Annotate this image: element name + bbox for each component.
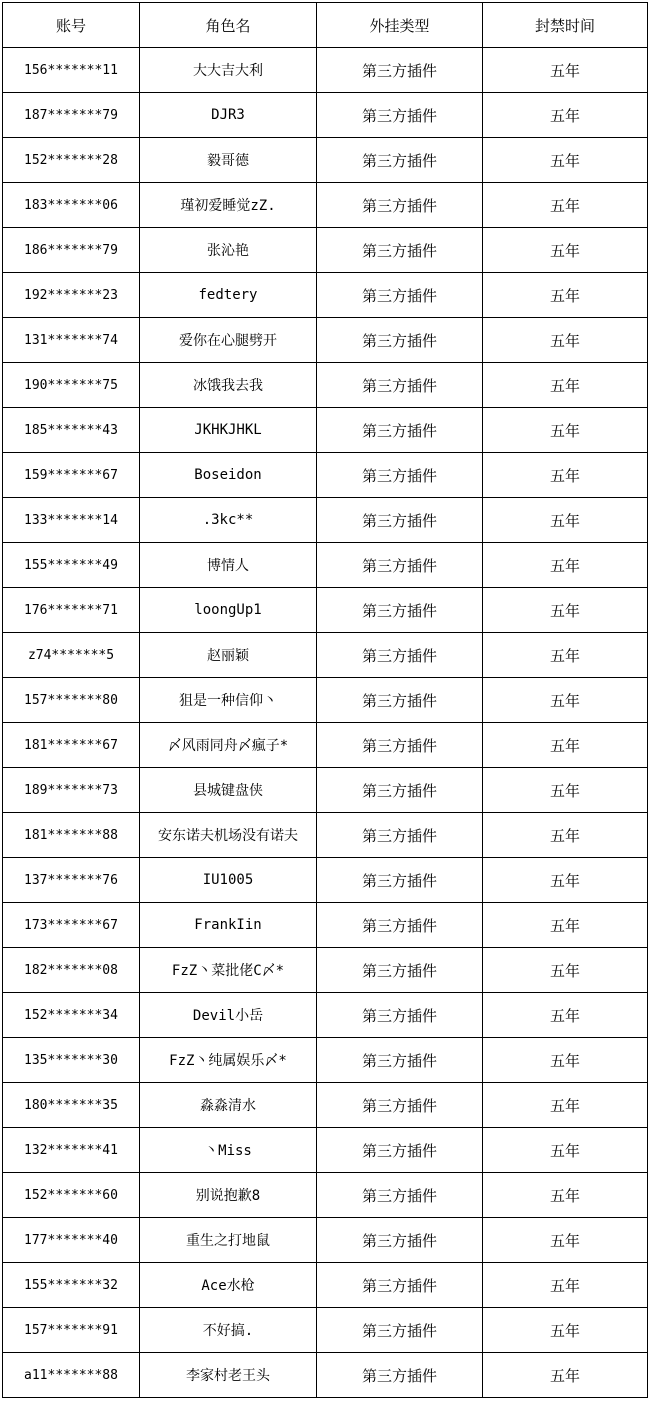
cell-character-name: Ace水枪 [140, 1263, 317, 1308]
cell-ban-duration: 五年 [483, 588, 648, 633]
cell-cheat-type: 第三方插件 [317, 813, 483, 858]
table-row [3, 228, 648, 273]
table-row [3, 813, 648, 858]
cell-character-name: FrankIin [140, 903, 317, 948]
cell-account: 152*******28 [3, 138, 140, 183]
cell-character-name: FzZ丶菜批佬C〆* [140, 948, 317, 993]
cell-cheat-type: 第三方插件 [317, 723, 483, 768]
table-row [3, 993, 648, 1038]
cell-account: 152*******34 [3, 993, 140, 1038]
cell-cheat-type: 第三方插件 [317, 1128, 483, 1173]
cell-character-name: 狙是一种信仰丶 [140, 678, 317, 723]
cell-cheat-type: 第三方插件 [317, 453, 483, 498]
cell-cheat-type: 第三方插件 [317, 948, 483, 993]
cell-character-name: 爱你在心腿劈开 [140, 318, 317, 363]
cell-account: 155*******49 [3, 543, 140, 588]
cell-account: 131*******74 [3, 318, 140, 363]
cell-account: 183*******06 [3, 183, 140, 228]
cell-character-name: 冰饿我去我 [140, 363, 317, 408]
cell-ban-duration: 五年 [483, 228, 648, 273]
cell-character-name: 李家村老王头 [140, 1353, 317, 1398]
table-body [3, 48, 648, 1398]
table-row [3, 948, 648, 993]
cell-character-name: 毅哥德 [140, 138, 317, 183]
cell-ban-duration: 五年 [483, 138, 648, 183]
cell-ban-duration: 五年 [483, 1263, 648, 1308]
cell-character-name: JKHKJHKL [140, 408, 317, 453]
table-row [3, 273, 648, 318]
table-row [3, 93, 648, 138]
cell-ban-duration: 五年 [483, 408, 648, 453]
cell-cheat-type: 第三方插件 [317, 1308, 483, 1353]
cell-character-name: 不好搞. [140, 1308, 317, 1353]
cell-account: 187*******79 [3, 93, 140, 138]
cell-cheat-type: 第三方插件 [317, 138, 483, 183]
table-row [3, 408, 648, 453]
cell-ban-duration: 五年 [483, 858, 648, 903]
cell-ban-duration: 五年 [483, 318, 648, 363]
cell-character-name: 赵丽颖 [140, 633, 317, 678]
cell-account: 152*******60 [3, 1173, 140, 1218]
cell-account: 192*******23 [3, 273, 140, 318]
cell-account: 182*******08 [3, 948, 140, 993]
cell-character-name: 淼淼清水 [140, 1083, 317, 1128]
cell-character-name: 大大吉大利 [140, 48, 317, 93]
cell-account: 177*******40 [3, 1218, 140, 1263]
cell-ban-duration: 五年 [483, 993, 648, 1038]
table-header [3, 3, 648, 48]
cell-account: 181*******88 [3, 813, 140, 858]
cell-ban-duration: 五年 [483, 183, 648, 228]
cell-ban-duration: 五年 [483, 363, 648, 408]
table-row [3, 588, 648, 633]
cell-cheat-type: 第三方插件 [317, 633, 483, 678]
cell-character-name: 安东诺夫机场没有诺夫 [140, 813, 317, 858]
cell-cheat-type: 第三方插件 [317, 273, 483, 318]
cell-cheat-type: 第三方插件 [317, 903, 483, 948]
table-row [3, 768, 648, 813]
cell-cheat-type: 第三方插件 [317, 588, 483, 633]
cell-character-name: Boseidon [140, 453, 317, 498]
cell-cheat-type: 第三方插件 [317, 408, 483, 453]
table-row [3, 453, 648, 498]
cell-account: 157*******91 [3, 1308, 140, 1353]
cell-character-name: 县城键盘侠 [140, 768, 317, 813]
cell-ban-duration: 五年 [483, 1218, 648, 1263]
cell-ban-duration: 五年 [483, 1173, 648, 1218]
table-row [3, 1083, 648, 1128]
cell-cheat-type: 第三方插件 [317, 1218, 483, 1263]
cell-account: 132*******41 [3, 1128, 140, 1173]
table-row [3, 678, 648, 723]
cell-character-name: 丶Miss [140, 1128, 317, 1173]
cell-character-name: IU1005 [140, 858, 317, 903]
cell-character-name: Devil小岳 [140, 993, 317, 1038]
cell-character-name: 张沁艳 [140, 228, 317, 273]
table-row [3, 1128, 648, 1173]
cell-character-name: loongUp1 [140, 588, 317, 633]
cell-account: 180*******35 [3, 1083, 140, 1128]
cell-character-name: DJR3 [140, 93, 317, 138]
cell-character-name: .3kc** [140, 498, 317, 543]
cell-account: 137*******76 [3, 858, 140, 903]
cell-character-name: 重生之打地鼠 [140, 1218, 317, 1263]
table-row [3, 48, 648, 93]
cell-cheat-type: 第三方插件 [317, 1353, 483, 1398]
cell-account: 176*******71 [3, 588, 140, 633]
header-cheat-type: 外挂类型 [317, 3, 483, 48]
cell-character-name: 博情人 [140, 543, 317, 588]
table-row [3, 1308, 648, 1353]
header-account: 账号 [3, 3, 140, 48]
cell-ban-duration: 五年 [483, 48, 648, 93]
cell-account: 181*******67 [3, 723, 140, 768]
cell-account: a11*******88 [3, 1353, 140, 1398]
table-row [3, 138, 648, 183]
cell-ban-duration: 五年 [483, 768, 648, 813]
cell-account: 156*******11 [3, 48, 140, 93]
cell-ban-duration: 五年 [483, 678, 648, 723]
table-row [3, 633, 648, 678]
table-row [3, 318, 648, 363]
table-row [3, 1218, 648, 1263]
cell-cheat-type: 第三方插件 [317, 1263, 483, 1308]
cell-ban-duration: 五年 [483, 723, 648, 768]
cell-account: 133*******14 [3, 498, 140, 543]
cell-cheat-type: 第三方插件 [317, 93, 483, 138]
cell-cheat-type: 第三方插件 [317, 678, 483, 723]
header-ban-duration: 封禁时间 [483, 3, 648, 48]
table-row [3, 723, 648, 768]
cell-account: 189*******73 [3, 768, 140, 813]
table-row [3, 183, 648, 228]
table-row [3, 1263, 648, 1308]
cell-cheat-type: 第三方插件 [317, 318, 483, 363]
cell-ban-duration: 五年 [483, 498, 648, 543]
table-row [3, 1353, 648, 1398]
cell-cheat-type: 第三方插件 [317, 363, 483, 408]
cell-ban-duration: 五年 [483, 903, 648, 948]
cell-character-name: 瑾初爱睡觉zZ. [140, 183, 317, 228]
cell-cheat-type: 第三方插件 [317, 48, 483, 93]
cell-cheat-type: 第三方插件 [317, 858, 483, 903]
header-row [3, 3, 648, 48]
cell-cheat-type: 第三方插件 [317, 1173, 483, 1218]
cell-ban-duration: 五年 [483, 1308, 648, 1353]
cell-character-name: fedtery [140, 273, 317, 318]
cell-cheat-type: 第三方插件 [317, 228, 483, 273]
cell-ban-duration: 五年 [483, 813, 648, 858]
cell-account: 159*******67 [3, 453, 140, 498]
cell-ban-duration: 五年 [483, 453, 648, 498]
header-character-name: 角色名 [140, 3, 317, 48]
cell-ban-duration: 五年 [483, 1128, 648, 1173]
table-row [3, 903, 648, 948]
cell-ban-duration: 五年 [483, 273, 648, 318]
cell-cheat-type: 第三方插件 [317, 543, 483, 588]
cell-character-name: 别说抱歉8 [140, 1173, 317, 1218]
cell-ban-duration: 五年 [483, 543, 648, 588]
cell-account: 135*******30 [3, 1038, 140, 1083]
cell-ban-duration: 五年 [483, 1038, 648, 1083]
cell-ban-duration: 五年 [483, 948, 648, 993]
cell-account: 190*******75 [3, 363, 140, 408]
table-row [3, 498, 648, 543]
cell-cheat-type: 第三方插件 [317, 768, 483, 813]
table-row [3, 543, 648, 588]
cell-cheat-type: 第三方插件 [317, 1038, 483, 1083]
cell-ban-duration: 五年 [483, 93, 648, 138]
cell-account: z74*******5 [3, 633, 140, 678]
table-row [3, 1173, 648, 1218]
cell-character-name: 〆风雨同舟〆瘋子* [140, 723, 317, 768]
table-row [3, 858, 648, 903]
ban-list-table [2, 2, 648, 1398]
cell-account: 155*******32 [3, 1263, 140, 1308]
cell-account: 185*******43 [3, 408, 140, 453]
table-row [3, 1038, 648, 1083]
cell-ban-duration: 五年 [483, 1083, 648, 1128]
cell-ban-duration: 五年 [483, 1353, 648, 1398]
cell-account: 173*******67 [3, 903, 140, 948]
cell-cheat-type: 第三方插件 [317, 183, 483, 228]
table-row [3, 363, 648, 408]
cell-character-name: FzZ丶纯属娱乐〆* [140, 1038, 317, 1083]
cell-ban-duration: 五年 [483, 633, 648, 678]
cell-cheat-type: 第三方插件 [317, 1083, 483, 1128]
cell-account: 157*******80 [3, 678, 140, 723]
cell-account: 186*******79 [3, 228, 140, 273]
cell-cheat-type: 第三方插件 [317, 498, 483, 543]
cell-cheat-type: 第三方插件 [317, 993, 483, 1038]
